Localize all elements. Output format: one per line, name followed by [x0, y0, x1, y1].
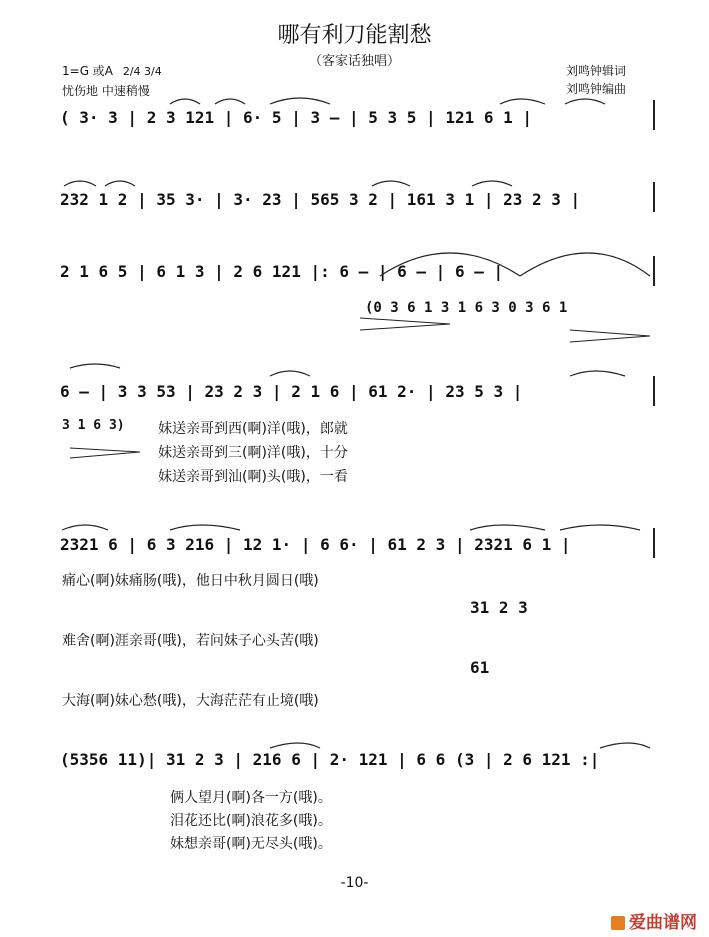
system-6-lyric-3: 妹想亲哥(啊)无尽头(哦)。: [170, 836, 332, 852]
watermark: [611, 908, 697, 933]
watermark-text: 爱曲谱网: [629, 913, 697, 933]
time-signature: 2/4 3/4: [122, 65, 162, 78]
system-4-lyric-3: 妹送亲哥到汕(啊)头(哦)，一看: [158, 469, 348, 485]
music-note-icon: [611, 916, 625, 930]
barline: [653, 376, 655, 406]
composer-credit: 刘鸣钟编曲: [566, 82, 627, 96]
barline: [653, 256, 655, 286]
title: 哪有利刀能割愁: [277, 23, 432, 48]
page-number: -10-: [340, 875, 369, 891]
system-1-notes: ( 3· 3 | 2 3 121 | 6· 5 | 3 – | 5 3 5 | 121 6 1 |: [60, 108, 533, 127]
system-5-alt-notes-2: 61: [470, 658, 490, 677]
lyricist-credit: 刘鸣钟辑词: [566, 64, 627, 78]
subtitle: （客家话独唱）: [308, 54, 400, 69]
system-6-lyric-1: 俩人望月(啊)各一方(哦)。: [170, 790, 332, 806]
system-4-notes: 6 – | 3 3 53 | 23 2 3 | 2 1 6 | 61 2· | 23 5 3 |: [60, 382, 523, 401]
key-text: 1=G 或A: [62, 64, 114, 78]
barline: [653, 528, 655, 558]
system-4-lyric-2: 妹送亲哥到三(啊)洋(哦)，十分: [158, 445, 348, 461]
barline: [653, 182, 655, 212]
system-3-notes: 2 1 6 5 | 6 1 3 | 2 6 121 |: 6 – | 6 – | 6 – |: [60, 262, 504, 281]
system-4-lyric-1: 妹送亲哥到西(啊)洋(哦)，郎就: [158, 421, 348, 437]
system-2-notes: 232 1 2 | 35 3· | 3· 23 | 565 3 2 | 161 3 1 | 23 2 3 |: [60, 190, 581, 209]
system-5-notes: 2321 6 | 6 3 216 | 12 1· | 6 6· | 61 2 3 | 2321 6 1 |: [60, 535, 571, 554]
tempo-marking: 忧伤地 中速稍慢: [62, 84, 150, 98]
system-5-lyric-3: 大海(啊)妹心愁(哦)，大海茫茫有止境(哦): [62, 693, 319, 709]
system-6-notes: (5356 11)| 31 2 3 | 216 6 | 2· 121 | 6 6 (3 | 2 6 121 :|: [60, 750, 600, 769]
system-3-accompaniment: (0 3 6 1 3 1 6 3 0 3 6 1: [365, 300, 568, 316]
barline: [653, 100, 655, 130]
system-5-lyric-2: 难舍(啊)涯亲哥(哦)，若问妹子心头苦(哦): [62, 633, 319, 649]
system-5-lyric-1: 痛心(啊)妹痛肠(哦)，他日中秋月圆日(哦): [62, 573, 319, 589]
system-6-lyric-2: 泪花还比(啊)浪花多(哦)。: [170, 813, 332, 829]
system-4-accompaniment: 3 1 6 3): [62, 418, 125, 433]
system-5-alt-notes-1: 31 2 3: [470, 598, 528, 617]
